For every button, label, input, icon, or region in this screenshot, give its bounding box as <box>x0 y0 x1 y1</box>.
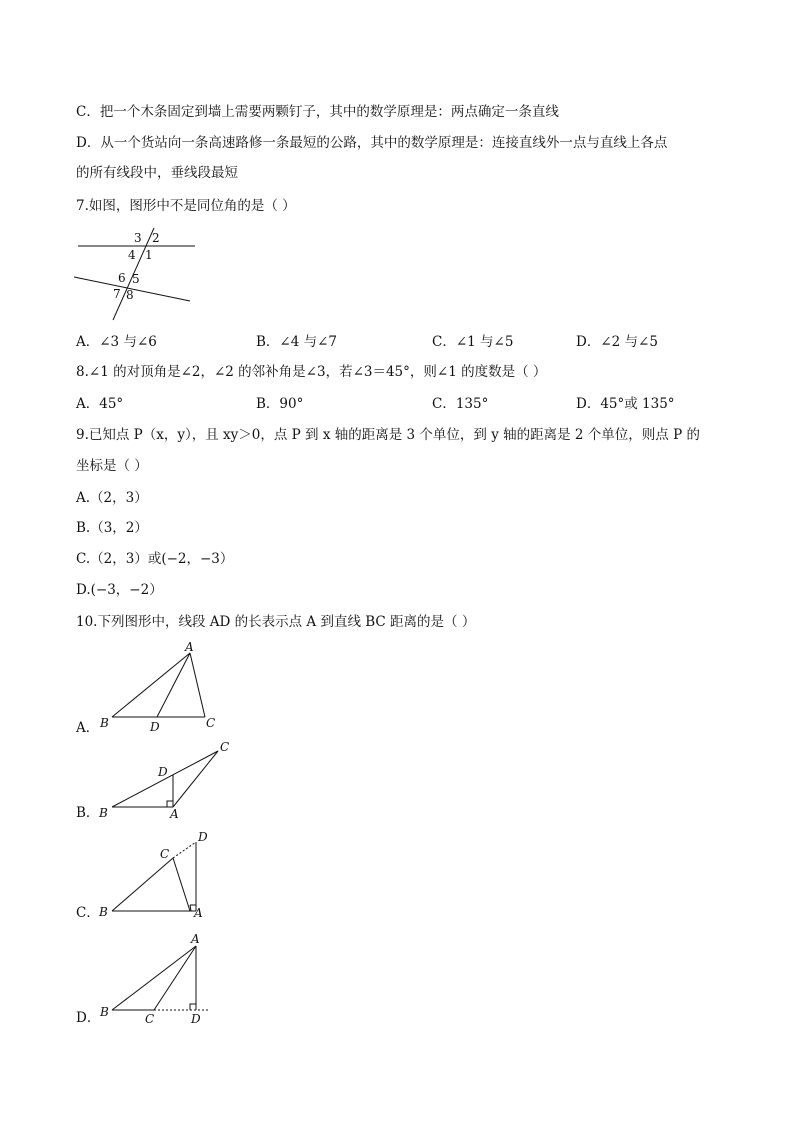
q10d-label-b: B <box>100 1005 109 1019</box>
q10-option-b-letter: B． <box>76 805 100 821</box>
q7-label-6: 6 <box>118 271 126 285</box>
q9-option-a: A.（2，3） <box>76 490 148 506</box>
q7-label-3: 3 <box>134 231 142 245</box>
q10-figure-c <box>96 828 226 928</box>
q10-option-a-letter: A． <box>76 720 100 736</box>
q10b-label-c: C <box>220 740 230 754</box>
q10b-label-b: B <box>99 806 108 820</box>
q9-option-d: D.(−3，−2） <box>76 582 163 598</box>
q8-option-b: B．90° <box>256 396 304 412</box>
q8-option-c: C．135° <box>432 396 489 412</box>
q10b-label-a: A <box>170 807 179 821</box>
q10d-label-a: A <box>191 932 200 946</box>
q7-option-b: B．∠4 与∠7 <box>256 334 338 350</box>
q10-figure-b <box>96 738 236 828</box>
q7-option-c: C．∠1 与∠5 <box>432 334 514 350</box>
q10a-label-b: B <box>100 716 109 730</box>
q7-label-7: 7 <box>113 287 121 301</box>
q10c-label-b: B <box>99 905 108 919</box>
q7-option-d: D．∠2 与∠5 <box>576 334 658 350</box>
q10c-label-a: A <box>194 906 203 920</box>
q8-option-d: D．45°或 135° <box>576 396 675 412</box>
q10a-label-d: D <box>150 720 160 734</box>
q10-option-c-letter: C． <box>76 905 100 921</box>
q7-label-2: 2 <box>152 231 160 245</box>
q9-option-b: B.（3，2） <box>76 520 148 536</box>
q7-figure <box>70 222 200 322</box>
q7-label-4: 4 <box>128 248 136 262</box>
q7-option-a: A．∠3 与∠6 <box>76 334 157 350</box>
q10-figure-d <box>96 928 226 1028</box>
q10d-label-c: C <box>145 1012 155 1026</box>
q10b-label-d: D <box>158 765 168 779</box>
q10-option-d-letter: D． <box>76 1010 101 1026</box>
q6-option-c: C．把一个木条固定到墙上需要两颗钉子，其中的数学原理是：两点确定一条直线 <box>76 104 559 120</box>
q10c-label-c: C <box>160 847 170 861</box>
q9-stem-line2: 坐标是（ ） <box>76 458 148 474</box>
q10a-label-a: A <box>185 640 194 654</box>
q6-option-d-line1: D．从一个货站向一条高速路修一条最短的公路，其中的数学原理是：连接直线外一点与直线上各点 <box>76 135 668 151</box>
q8-stem: 8.∠1 的对顶角是∠2，∠2 的邻补角是∠3，若∠3＝45°，则∠1 的度数是（ ） <box>76 364 547 380</box>
q8-option-a: A．45° <box>76 396 124 412</box>
q10-stem: 10.下列图形中，线段 AD 的长表示点 A 到直线 BC 距离的是（ ） <box>76 614 476 630</box>
q9-option-c: C.（2，3）或(−2，−3） <box>76 551 234 567</box>
q10c-label-d: D <box>198 830 208 844</box>
q7-label-8: 8 <box>126 288 134 302</box>
q10-figure-a <box>96 640 226 740</box>
q10a-label-c: C <box>206 716 216 730</box>
q9-stem-line1: 9.已知点 P（x，y），且 xy＞0，点 P 到 x 轴的距离是 3 个单位，到 y 轴的距离是 2 个单位，则点 P 的 <box>76 427 700 443</box>
q7-label-1: 1 <box>145 248 153 262</box>
q7-stem: 7.如图，图形中不是同位角的是（ ） <box>76 198 296 214</box>
q10d-label-d: D <box>191 1012 201 1026</box>
q7-label-5: 5 <box>132 272 140 286</box>
q6-option-d-line2: 的所有线段中，垂线段最短 <box>76 165 238 181</box>
